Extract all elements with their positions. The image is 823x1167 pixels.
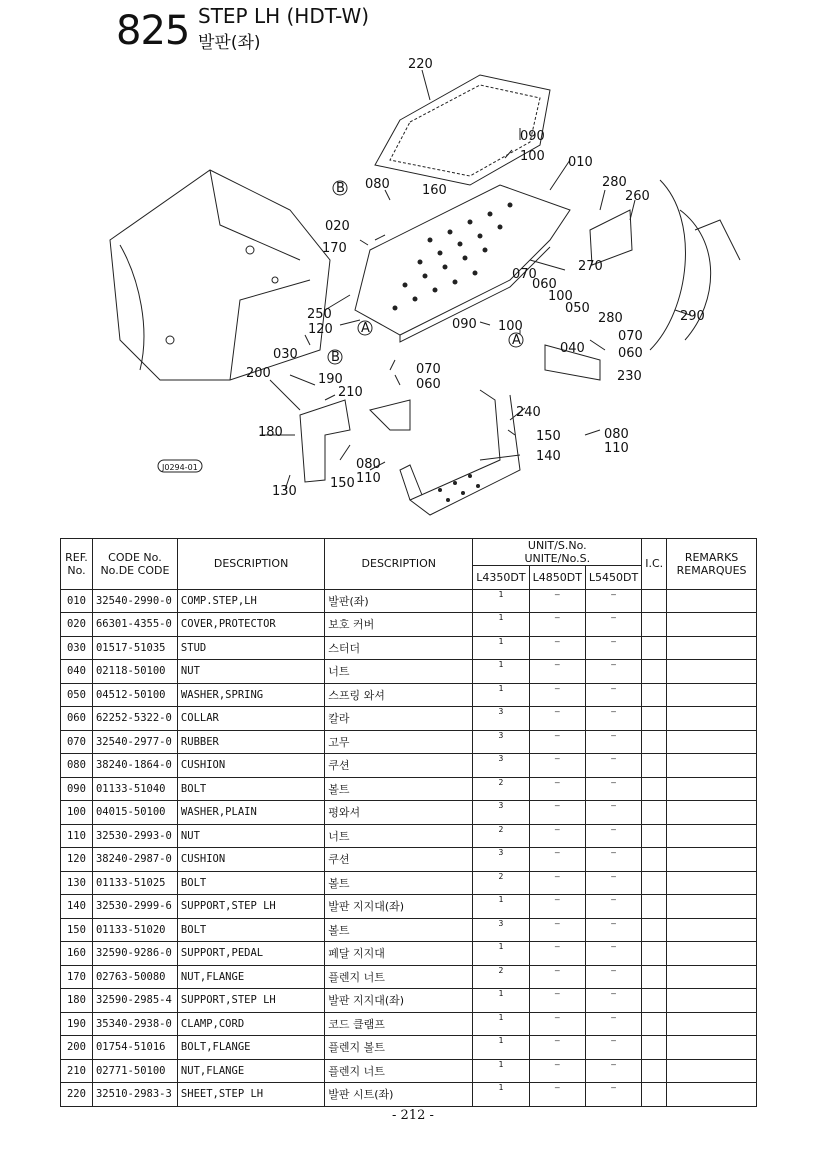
row-qty-l4850dt: — xyxy=(529,1036,585,1060)
row-qty-l4350dt: 2 xyxy=(473,824,529,848)
row-description-en: NUT,FLANGE xyxy=(177,965,324,989)
row-ic xyxy=(642,589,667,613)
row-qty-l4850dt: — xyxy=(529,1083,585,1107)
row-description-en: SUPPORT,STEP LH xyxy=(177,895,324,919)
row-ic xyxy=(642,683,667,707)
row-remarks xyxy=(667,730,757,754)
row-remarks xyxy=(667,613,757,637)
row-description-ko: 칼라 xyxy=(325,707,473,731)
row-qty-l4850dt: — xyxy=(529,824,585,848)
row-ref: 060 xyxy=(61,707,93,731)
table-row xyxy=(61,848,757,872)
row-ic xyxy=(642,730,667,754)
table-row xyxy=(61,871,757,895)
row-remarks xyxy=(667,848,757,872)
row-description-en: STUD xyxy=(177,636,324,660)
row-qty-l4350dt: 1 xyxy=(473,1012,529,1036)
callout-150: 150 xyxy=(536,429,561,444)
row-remarks xyxy=(667,1036,757,1060)
callout-240: 240 xyxy=(516,405,541,420)
table-row xyxy=(61,636,757,660)
row-qty-l4850dt: — xyxy=(529,918,585,942)
table-row xyxy=(61,1083,757,1107)
row-qty-l4350dt: 1 xyxy=(473,683,529,707)
row-code: 38240-1864-0 xyxy=(92,754,177,778)
row-description-ko: 쿠션 xyxy=(325,848,473,872)
callout-020: 020 xyxy=(325,219,350,234)
row-description-ko: 플렌지 너트 xyxy=(325,965,473,989)
row-description-en: SUPPORT,PEDAL xyxy=(177,942,324,966)
row-qty-l4350dt: 2 xyxy=(473,777,529,801)
callout-040: 040 xyxy=(560,341,585,356)
header-desc-en: DESCRIPTION xyxy=(177,539,324,590)
callout-100b: 100 xyxy=(548,289,573,304)
row-ref: 040 xyxy=(61,660,93,684)
table-row xyxy=(61,707,757,731)
callout-010: 010 xyxy=(568,155,593,170)
row-ref: 010 xyxy=(61,589,93,613)
row-description-en: NUT xyxy=(177,660,324,684)
diagram-code: J0294-01 xyxy=(162,463,198,472)
page-number: - 212 - xyxy=(392,1108,434,1123)
callout-100c: 100 xyxy=(498,319,523,334)
callout-140: 140 xyxy=(536,449,561,464)
callout-080: 080 xyxy=(365,177,390,192)
row-qty-l4350dt: 1 xyxy=(473,660,529,684)
row-qty-l5450dt: — xyxy=(585,871,641,895)
row-description-en: BOLT xyxy=(177,871,324,895)
row-code: 35340-2938-0 xyxy=(92,1012,177,1036)
row-remarks xyxy=(667,777,757,801)
row-qty-l4350dt: 1 xyxy=(473,589,529,613)
row-remarks xyxy=(667,824,757,848)
row-qty-l5450dt: — xyxy=(585,636,641,660)
row-qty-l4850dt: — xyxy=(529,942,585,966)
callout-100: 100 xyxy=(520,149,545,164)
row-description-ko: 플렌지 너트 xyxy=(325,1059,473,1083)
row-ic xyxy=(642,777,667,801)
row-ref: 090 xyxy=(61,777,93,801)
header-unit: UNIT/S.No. UNITE/No.S. xyxy=(473,539,642,566)
row-description-en: SUPPORT,STEP LH xyxy=(177,989,324,1013)
row-qty-l5450dt: — xyxy=(585,730,641,754)
row-ic xyxy=(642,942,667,966)
section-title-ko: 발판(좌) xyxy=(198,33,261,53)
row-code: 01517-51035 xyxy=(92,636,177,660)
row-ic xyxy=(642,1036,667,1060)
row-ref: 020 xyxy=(61,613,93,637)
row-code: 01133-51040 xyxy=(92,777,177,801)
row-description-ko: 스프링 와셔 xyxy=(325,683,473,707)
row-ref: 140 xyxy=(61,895,93,919)
row-qty-l5450dt: — xyxy=(585,754,641,778)
row-description-ko: 페달 지지대 xyxy=(325,942,473,966)
row-ref: 150 xyxy=(61,918,93,942)
table-row xyxy=(61,754,757,778)
row-code: 32590-9286-0 xyxy=(92,942,177,966)
row-ic xyxy=(642,801,667,825)
row-qty-l4850dt: — xyxy=(529,777,585,801)
table-row xyxy=(61,683,757,707)
table-row xyxy=(61,613,757,637)
row-description-en: CUSHION xyxy=(177,848,324,872)
callout-060b: 060 xyxy=(618,346,643,361)
table-row xyxy=(61,589,757,613)
callout-210: 210 xyxy=(338,385,363,400)
row-qty-l5450dt: — xyxy=(585,1036,641,1060)
table-row xyxy=(61,942,757,966)
callout-090: 090 xyxy=(520,129,545,144)
table-row xyxy=(61,777,757,801)
row-qty-l5450dt: — xyxy=(585,660,641,684)
row-qty-l4850dt: — xyxy=(529,895,585,919)
row-qty-l4850dt: — xyxy=(529,871,585,895)
row-ref: 170 xyxy=(61,965,93,989)
row-qty-l5450dt: — xyxy=(585,1012,641,1036)
table-row xyxy=(61,801,757,825)
callout-190: 190 xyxy=(318,372,343,387)
header-model-l4350dt: L4350DT xyxy=(473,566,529,590)
row-qty-l4850dt: — xyxy=(529,801,585,825)
callout-060: 060 xyxy=(532,277,557,292)
callout-130: 130 xyxy=(272,484,297,499)
row-qty-l5450dt: — xyxy=(585,848,641,872)
row-ic xyxy=(642,613,667,637)
row-description-ko: 쿠션 xyxy=(325,754,473,778)
row-description-en: COVER,PROTECTOR xyxy=(177,613,324,637)
row-ic xyxy=(642,965,667,989)
row-qty-l4850dt: — xyxy=(529,613,585,637)
row-description-en: BOLT xyxy=(177,918,324,942)
table-row xyxy=(61,660,757,684)
callout-280b: 280 xyxy=(598,311,623,326)
row-ic xyxy=(642,1012,667,1036)
row-ref: 120 xyxy=(61,848,93,872)
circle-label-a: A xyxy=(361,321,370,336)
row-code: 62252-5322-0 xyxy=(92,707,177,731)
callout-060c: 060 xyxy=(416,377,441,392)
row-qty-l5450dt: — xyxy=(585,918,641,942)
row-code: 01133-51020 xyxy=(92,918,177,942)
row-description-en: BOLT,FLANGE xyxy=(177,1036,324,1060)
table-row xyxy=(61,965,757,989)
row-remarks xyxy=(667,636,757,660)
row-description-ko: 고무 xyxy=(325,730,473,754)
row-remarks xyxy=(667,707,757,731)
row-ic xyxy=(642,918,667,942)
header-remarks: REMARKS REMARQUES xyxy=(667,539,757,590)
row-remarks xyxy=(667,1012,757,1036)
row-ic xyxy=(642,871,667,895)
row-qty-l5450dt: — xyxy=(585,1083,641,1107)
row-remarks xyxy=(667,589,757,613)
row-code: 38240-2987-0 xyxy=(92,848,177,872)
row-ic xyxy=(642,895,667,919)
section-number: 825 xyxy=(116,8,190,54)
row-description-ko: 발판 시트(좌) xyxy=(325,1083,473,1107)
table-row xyxy=(61,1012,757,1036)
row-qty-l4350dt: 3 xyxy=(473,707,529,731)
row-qty-l4350dt: 3 xyxy=(473,754,529,778)
row-ref: 070 xyxy=(61,730,93,754)
row-ic xyxy=(642,848,667,872)
row-ref: 180 xyxy=(61,989,93,1013)
row-qty-l4850dt: — xyxy=(529,754,585,778)
callout-180: 180 xyxy=(258,425,283,440)
callout-080b: 080 xyxy=(604,427,629,442)
row-qty-l4850dt: — xyxy=(529,589,585,613)
row-qty-l4850dt: — xyxy=(529,707,585,731)
row-qty-l4850dt: — xyxy=(529,1059,585,1083)
header-ic: I.C. xyxy=(642,539,667,590)
row-ic xyxy=(642,989,667,1013)
row-code: 32540-2990-0 xyxy=(92,589,177,613)
row-ref: 030 xyxy=(61,636,93,660)
exploded-parts-diagram xyxy=(100,50,760,530)
row-description-en: RUBBER xyxy=(177,730,324,754)
row-ref: 190 xyxy=(61,1012,93,1036)
row-description-ko: 볼트 xyxy=(325,777,473,801)
row-qty-l4350dt: 1 xyxy=(473,942,529,966)
row-description-ko: 스터더 xyxy=(325,636,473,660)
row-qty-l5450dt: — xyxy=(585,942,641,966)
callout-290: 290 xyxy=(680,309,705,324)
row-qty-l4850dt: — xyxy=(529,989,585,1013)
row-code: 66301-4355-0 xyxy=(92,613,177,637)
callout-050: 050 xyxy=(565,301,590,316)
callout-170: 170 xyxy=(322,241,347,256)
header-model-l5450dt: L5450DT xyxy=(585,566,641,590)
row-qty-l4350dt: 1 xyxy=(473,895,529,919)
row-code: 01754-51016 xyxy=(92,1036,177,1060)
row-ref: 130 xyxy=(61,871,93,895)
row-ref: 050 xyxy=(61,683,93,707)
diagram-svg xyxy=(100,50,760,530)
table-row xyxy=(61,918,757,942)
callout-110: 110 xyxy=(604,441,629,456)
parts-table-body xyxy=(61,589,757,1106)
row-remarks xyxy=(667,942,757,966)
callout-200: 200 xyxy=(246,366,271,381)
row-ref: 210 xyxy=(61,1059,93,1083)
row-remarks xyxy=(667,871,757,895)
row-description-ko: 발판 지지대(좌) xyxy=(325,989,473,1013)
row-qty-l4850dt: — xyxy=(529,683,585,707)
row-remarks xyxy=(667,1059,757,1083)
row-description-ko: 평와셔 xyxy=(325,801,473,825)
table-row xyxy=(61,1036,757,1060)
table-row xyxy=(61,730,757,754)
row-remarks xyxy=(667,965,757,989)
row-ic xyxy=(642,754,667,778)
callout-090b: 090 xyxy=(452,317,477,332)
header-desc-ko: DESCRIPTION xyxy=(325,539,473,590)
callout-030: 030 xyxy=(273,347,298,362)
row-code: 02118-50100 xyxy=(92,660,177,684)
callout-110b: 110 xyxy=(356,471,381,486)
row-qty-l4350dt: 1 xyxy=(473,1083,529,1107)
row-description-ko: 발판(좌) xyxy=(325,589,473,613)
row-ref: 220 xyxy=(61,1083,93,1107)
row-description-en: CUSHION xyxy=(177,754,324,778)
table-row xyxy=(61,989,757,1013)
row-description-en: BOLT xyxy=(177,777,324,801)
header-ref: REF. No. xyxy=(61,539,93,590)
row-ic xyxy=(642,707,667,731)
row-qty-l5450dt: — xyxy=(585,965,641,989)
row-ref: 200 xyxy=(61,1036,93,1060)
row-ic xyxy=(642,824,667,848)
callout-250: 250 xyxy=(307,307,332,322)
callout-070b: 070 xyxy=(618,329,643,344)
row-qty-l4350dt: 1 xyxy=(473,636,529,660)
callout-160: 160 xyxy=(422,183,447,198)
row-qty-l4350dt: 2 xyxy=(473,871,529,895)
callout-150b: 150 xyxy=(330,476,355,491)
row-code: 32510-2983-3 xyxy=(92,1083,177,1107)
row-ref: 110 xyxy=(61,824,93,848)
row-qty-l5450dt: — xyxy=(585,989,641,1013)
row-code: 04512-50100 xyxy=(92,683,177,707)
callout-080c: 080 xyxy=(356,457,381,472)
row-ic xyxy=(642,660,667,684)
row-qty-l4350dt: 1 xyxy=(473,1036,529,1060)
row-description-ko: 코드 클램프 xyxy=(325,1012,473,1036)
row-description-en: WASHER,PLAIN xyxy=(177,801,324,825)
callout-280: 280 xyxy=(602,175,627,190)
row-description-ko: 볼트 xyxy=(325,918,473,942)
row-description-en: WASHER,SPRING xyxy=(177,683,324,707)
parts-table xyxy=(60,538,757,1107)
row-ref: 100 xyxy=(61,801,93,825)
row-description-en: NUT xyxy=(177,824,324,848)
row-description-en: NUT,FLANGE xyxy=(177,1059,324,1083)
row-qty-l5450dt: — xyxy=(585,895,641,919)
row-ic xyxy=(642,1059,667,1083)
row-qty-l5450dt: — xyxy=(585,1059,641,1083)
row-qty-l4350dt: 1 xyxy=(473,1059,529,1083)
callout-070c: 070 xyxy=(416,362,441,377)
row-description-en: COLLAR xyxy=(177,707,324,731)
row-qty-l4850dt: — xyxy=(529,965,585,989)
row-ic xyxy=(642,636,667,660)
row-qty-l4850dt: — xyxy=(529,636,585,660)
row-qty-l4350dt: 3 xyxy=(473,801,529,825)
header-code: CODE No. No.DE CODE xyxy=(92,539,177,590)
row-qty-l4850dt: — xyxy=(529,660,585,684)
section-title-en: STEP LH (HDT-W) xyxy=(198,4,370,28)
callout-230: 230 xyxy=(617,369,642,384)
callout-260: 260 xyxy=(625,189,650,204)
row-remarks xyxy=(667,895,757,919)
row-code: 02763-50080 xyxy=(92,965,177,989)
table-row xyxy=(61,824,757,848)
row-qty-l4350dt: 3 xyxy=(473,848,529,872)
circle-label-b2: B xyxy=(331,350,340,365)
row-remarks xyxy=(667,660,757,684)
row-ref: 080 xyxy=(61,754,93,778)
row-code: 01133-51025 xyxy=(92,871,177,895)
row-code: 32590-2985-4 xyxy=(92,989,177,1013)
row-qty-l4350dt: 3 xyxy=(473,730,529,754)
row-qty-l5450dt: — xyxy=(585,707,641,731)
row-qty-l4350dt: 3 xyxy=(473,918,529,942)
callout-270: 270 xyxy=(578,259,603,274)
row-code: 32540-2977-0 xyxy=(92,730,177,754)
callout-120: 120 xyxy=(308,322,333,337)
row-qty-l5450dt: — xyxy=(585,777,641,801)
row-qty-l4850dt: — xyxy=(529,848,585,872)
row-ref: 160 xyxy=(61,942,93,966)
row-remarks xyxy=(667,801,757,825)
row-qty-l4350dt: 1 xyxy=(473,989,529,1013)
row-description-en: COMP.STEP,LH xyxy=(177,589,324,613)
row-qty-l4850dt: — xyxy=(529,730,585,754)
row-qty-l4850dt: — xyxy=(529,1012,585,1036)
row-qty-l5450dt: — xyxy=(585,613,641,637)
row-description-ko: 보호 커버 xyxy=(325,613,473,637)
table-row xyxy=(61,1059,757,1083)
row-qty-l4350dt: 2 xyxy=(473,965,529,989)
row-description-ko: 너트 xyxy=(325,660,473,684)
row-remarks xyxy=(667,989,757,1013)
header-model-l4850dt: L4850DT xyxy=(529,566,585,590)
row-code: 02771-50100 xyxy=(92,1059,177,1083)
row-description-en: CLAMP,CORD xyxy=(177,1012,324,1036)
row-qty-l5450dt: — xyxy=(585,589,641,613)
row-description-ko: 발판 지지대(좌) xyxy=(325,895,473,919)
table-row xyxy=(61,895,757,919)
row-description-ko: 볼트 xyxy=(325,871,473,895)
row-remarks xyxy=(667,683,757,707)
row-qty-l4350dt: 1 xyxy=(473,613,529,637)
circle-label-a2: A xyxy=(512,333,521,348)
row-code: 32530-2993-0 xyxy=(92,824,177,848)
row-remarks xyxy=(667,918,757,942)
row-description-ko: 너트 xyxy=(325,824,473,848)
row-remarks xyxy=(667,754,757,778)
row-qty-l5450dt: — xyxy=(585,824,641,848)
row-code: 32530-2999-6 xyxy=(92,895,177,919)
callout-070: 070 xyxy=(512,267,537,282)
row-qty-l5450dt: — xyxy=(585,801,641,825)
row-remarks xyxy=(667,1083,757,1107)
row-description-ko: 플렌지 볼트 xyxy=(325,1036,473,1060)
row-qty-l5450dt: — xyxy=(585,683,641,707)
row-description-en: SHEET,STEP LH xyxy=(177,1083,324,1107)
row-code: 04015-50100 xyxy=(92,801,177,825)
circle-label-b: B xyxy=(336,181,345,196)
callout-220: 220 xyxy=(408,57,433,72)
row-ic xyxy=(642,1083,667,1107)
